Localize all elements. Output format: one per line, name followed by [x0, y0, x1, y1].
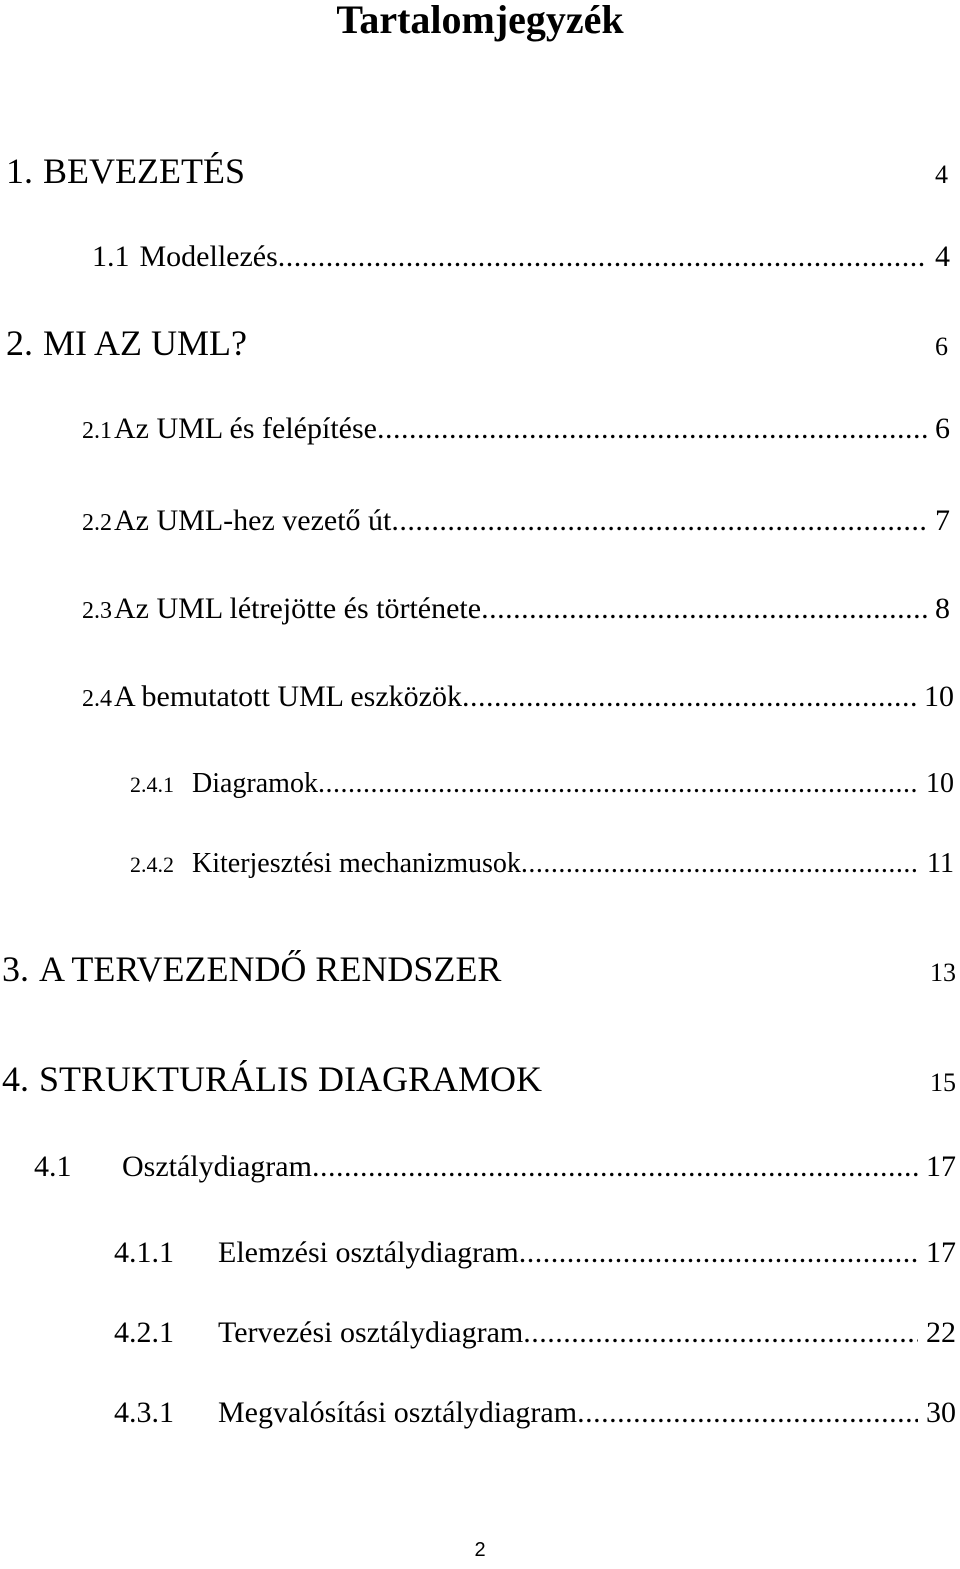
toc-entry-title: Tervezési osztálydiagram: [218, 1316, 524, 1349]
toc-entry-title: Osztálydiagram: [122, 1150, 312, 1183]
toc-entry-number: 2.: [6, 323, 33, 363]
toc-entry-page: 13: [930, 958, 956, 987]
toc-entry-title: Az UML-hez vezető út: [114, 504, 392, 537]
toc-entry-2-1[interactable]: [82, 412, 950, 456]
toc-entry-title: Modellezés: [139, 240, 278, 273]
toc-entry-1[interactable]: [6, 150, 948, 194]
toc-entry-page: 6: [935, 412, 950, 445]
toc-entry-number: 2.3: [82, 598, 112, 624]
toc-entry-number: 2.4: [82, 686, 112, 712]
toc-entry-title: A TERVEZENDŐ RENDSZER: [39, 949, 502, 989]
toc-entry-2-4-1[interactable]: [130, 768, 954, 812]
toc-entry-page: 17: [926, 1150, 956, 1183]
toc-leader-dots: [318, 768, 918, 800]
toc-entry-number: 2.2: [82, 510, 112, 536]
toc-entry-number: 1.: [6, 151, 33, 191]
toc-entry-title: Megvalósítási osztálydiagram: [218, 1396, 578, 1429]
toc-entry-page: 10: [924, 680, 954, 713]
toc-entry-4-3-1[interactable]: [114, 1396, 956, 1440]
toc-entry-page: 4: [935, 160, 948, 189]
toc-entry-4-1-1[interactable]: [114, 1236, 956, 1280]
toc-entry-number: 2.4.2: [130, 852, 174, 877]
toc-entry-4-2-1[interactable]: [114, 1316, 956, 1360]
toc-entry-2[interactable]: [6, 322, 948, 366]
toc-leader-dots: [462, 680, 916, 714]
toc-entry-4[interactable]: [2, 1058, 956, 1102]
toc-leader-dots: [521, 848, 919, 880]
toc-entry-page: 4: [935, 240, 950, 273]
toc-entry-2-3[interactable]: [82, 592, 950, 636]
toc-entry-2-2[interactable]: [82, 504, 950, 548]
toc-leader-dots: [278, 240, 927, 274]
toc-entry-number: 4.3.1: [114, 1396, 174, 1429]
page-number: 2: [474, 1539, 486, 1561]
toc-leader-dots: [377, 412, 927, 446]
toc-entry-page: 22: [926, 1316, 956, 1349]
toc-entry-number: 1.1: [92, 240, 130, 273]
toc-entry-number: 4.1: [34, 1150, 72, 1183]
toc-entry-4-1[interactable]: [34, 1150, 956, 1194]
toc-entry-number: 2.4.1: [130, 772, 174, 797]
toc-entry-title: BEVEZETÉS: [43, 151, 245, 191]
toc-entry-page: 6: [935, 332, 948, 361]
toc-entry-page: 17: [926, 1236, 956, 1269]
toc-entry-page: 7: [935, 504, 950, 537]
page-title: Tartalomjegyzék: [336, 0, 624, 42]
toc-entry-1-1[interactable]: [92, 240, 950, 284]
toc-leader-dots: [519, 1236, 918, 1270]
toc-entry-number: 2.1: [82, 418, 112, 444]
toc-entry-number: 4.2.1: [114, 1316, 174, 1349]
toc-entry-number: 4.1.1: [114, 1236, 174, 1269]
toc-entry-page: 30: [926, 1396, 956, 1429]
toc-leader-dots: [391, 504, 927, 538]
toc-entry-number: 4.: [2, 1059, 29, 1099]
toc-entry-title: Elemzési osztálydiagram: [218, 1236, 519, 1269]
toc-entry-title: Kiterjesztési mechanizmusok: [192, 848, 521, 879]
toc-entry-title: Az UML létrejötte és története: [114, 592, 482, 625]
toc-entry-2-4[interactable]: [82, 680, 954, 724]
toc-entry-title: A bemutatott UML eszközök: [114, 680, 462, 713]
toc-entry-page: 11: [927, 848, 954, 879]
toc-entry-title: STRUKTURÁLIS DIAGRAMOK: [39, 1059, 543, 1099]
toc-leader-dots: [577, 1396, 918, 1430]
toc-entry-page: 15: [930, 1068, 956, 1097]
toc-entry-title: Diagramok: [192, 768, 318, 799]
toc-entry-title: MI AZ UML?: [43, 323, 247, 363]
toc-entry-3[interactable]: [2, 948, 956, 992]
toc-entry-number: 3.: [2, 949, 29, 989]
toc-entry-title: Az UML és felépítése: [114, 412, 377, 445]
toc-leader-dots: [481, 592, 927, 626]
toc-entry-page: 8: [935, 592, 950, 625]
toc-leader-dots: [312, 1150, 918, 1184]
toc-leader-dots: [523, 1316, 918, 1350]
toc-entry-2-4-2[interactable]: [130, 848, 954, 892]
toc-entry-page: 10: [926, 768, 954, 799]
